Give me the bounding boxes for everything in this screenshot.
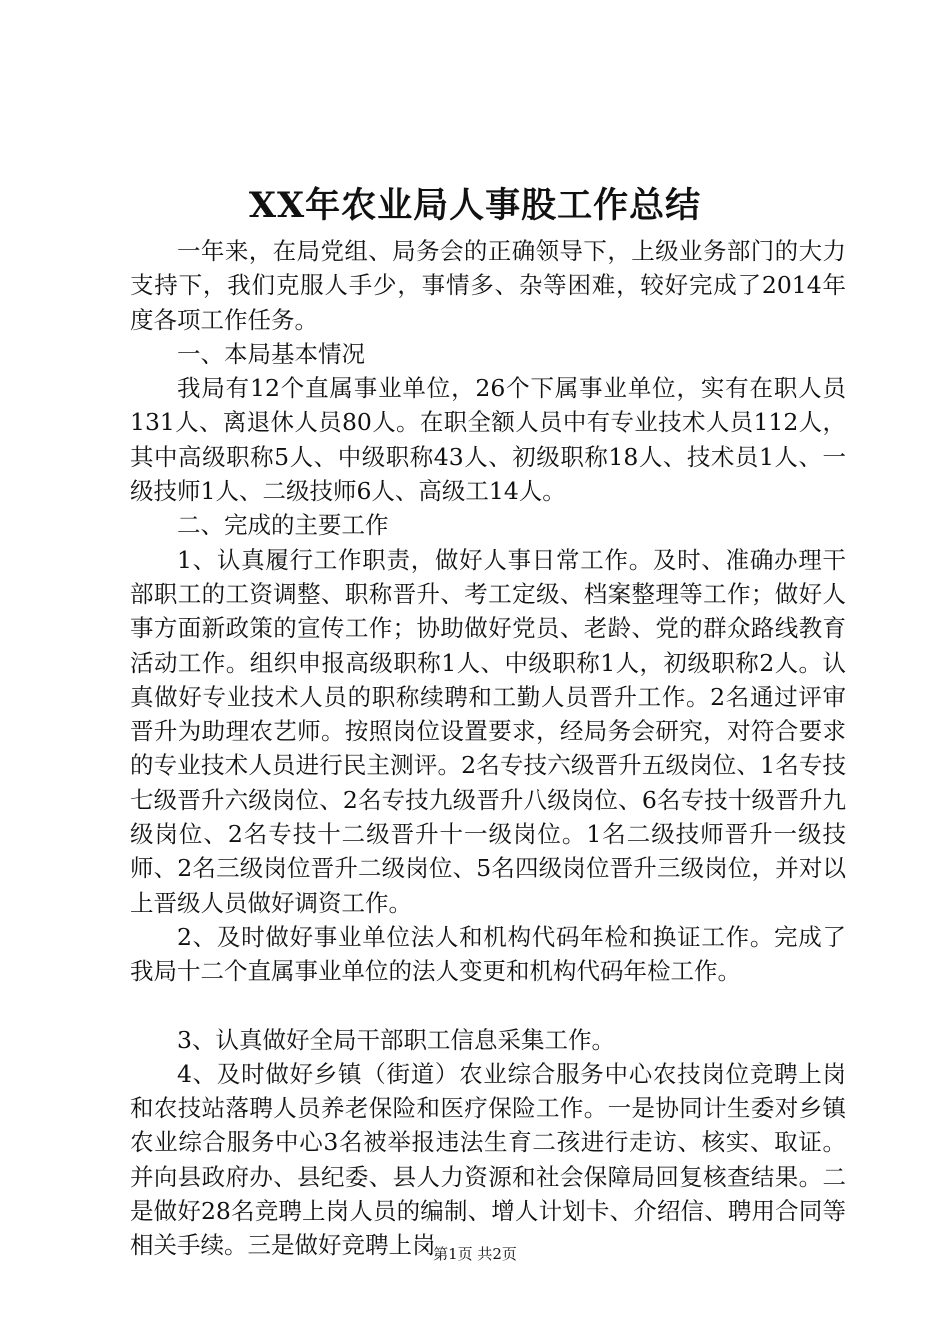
paragraph-intro: 一年来，在局党组、局务会的正确领导下，上级业务部门的大力支持下，我们克服人手少，事情多、杂等困难，较好完成了2014年度各项工作任务。 (130, 237, 846, 334)
section-heading-basic-info: 一、本局基本情况 (177, 339, 365, 368)
paragraph-work-item-2: 2、及时做好事业单位法人和机构代码年检和换证工作。完成了我局十二个直属事业单位的法人变更和机构代码年检工作。 (130, 922, 846, 986)
paragraph-work-item-3: 3、认真做好全局干部职工信息采集工作。 (177, 1025, 615, 1054)
paragraph-basic-info: 我局有12个直属事业单位，26个下属事业单位，实有在职人员131人、离退休人员80人。在职全额人员中有专业技术人员112人，其中高级职称5人、中级职称43人、初级职称18人、技术员1人、一级技师1人、二级技师6人、高级工14人。 (130, 374, 846, 506)
document-body (130, 234, 846, 1263)
page-number-footer: 第1页 共2页 (433, 1245, 517, 1263)
paragraph-work-item-1: 1、认真履行工作职责，做好人事日常工作。及时、准确办理干部职工的工资调整、职称晋升、考工定级、档案整理等工作；做好人事方面新政策的宣传工作；协助做好党员、老龄、党的群众路线教育活动工作。组织申报高级职称1人、中级职称1人，初级职称2人。认真做好专业技术人员的职称续聘和工勤人员晋升工作。2名通过评审晋升为助理农艺师。按照岗位设置要求，经局务会研究，对符合要求的专业技术人员进行民主测评。2名专技六级晋升五级岗位、1名专技七级晋升六级岗位、2名专技九级晋升八级岗位、6名专技十级晋升九级岗位、2名专技十二级晋升十一级岗位。1名二级技师晋升一级技师、2名三级岗位晋升二级岗位、5名四级岗位晋升三级岗位，并对以上晋级人员做好调资工作。 (130, 545, 846, 917)
section-heading-main-work: 二、完成的主要工作 (177, 511, 389, 540)
paragraph-work-item-4: 4、及时做好乡镇（街道）农业综合服务中心农技岗位竞聘上岗和农技站落聘人员养老保险和医疗保险工作。一是协同计生委对乡镇农业综合服务中心3名被举报违法生育二孩进行走访、核实、取证。并向县政府办、县纪委、县人力资源和社会保障局回复核查结果。二是做好28名竞聘上岗人员的编制、增人计划卡、介绍信、聘用合同等相关手续。三是做好竞聘上岗 (130, 1059, 846, 1260)
document-title: XX年农业局人事股工作总结 (248, 185, 702, 226)
